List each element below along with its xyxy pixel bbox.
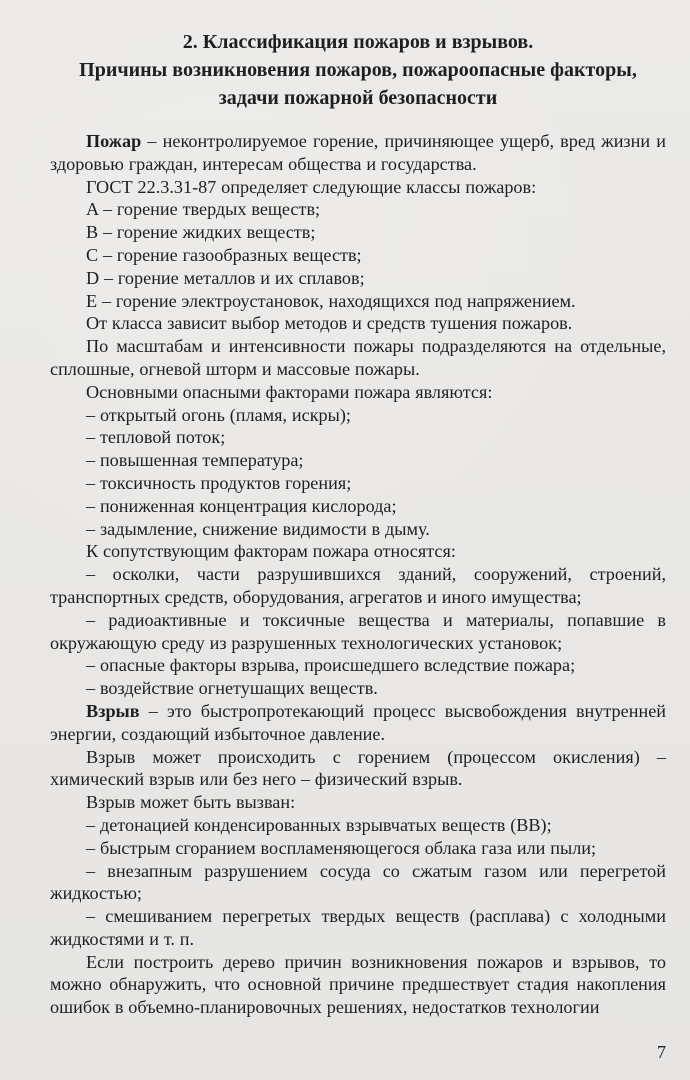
list-item: A – горение твердых веществ; [86, 199, 321, 220]
list-item: – тепловой поток; [86, 427, 226, 448]
term-fire: Пожар [86, 131, 142, 151]
term-explosion: Взрыв [86, 700, 140, 721]
title-line-2: Причины возникновения пожаров, пожароопасные факторы, [79, 59, 637, 81]
paragraph: Взрыв может быть вызван: [86, 792, 296, 813]
paragraph: ГОСТ 22.3.31-87 определяет следующие классы пожаров: [86, 176, 537, 197]
list-item: – токсичность продуктов горения; [86, 472, 352, 493]
title-line-3: задачи пожарной безопасности [218, 87, 498, 109]
paragraph: От класса зависит выбор методов и средств тушения пожаров. [86, 313, 573, 334]
paragraph-text: – это быстропротекающий процесс высвобождения внутренней энергии, создающий избыточное давление. [50, 700, 666, 744]
list-item: – смешиванием перегретых твердых веществ (расплава) с холодными жидкостями и т. п. [50, 906, 666, 949]
list-item: – радиоактивные и токсичные вещества и материалы, попавшие в окружающую среду из разрушенных технологических установок; [50, 609, 666, 653]
page-number: 7 [657, 1042, 666, 1062]
paragraph-explosion-definition [50, 700, 666, 746]
list-item: – детонацией конденсированных взрывчатых веществ (ВВ); [86, 814, 552, 835]
list-item: – быстрым сгоранием воспламеняющегося облака газа или пыли; [86, 837, 597, 858]
list-item: C – горение газообразных веществ; [86, 244, 362, 265]
paragraph: Если построить дерево причин возникновения пожаров и взрывов, то можно обнаружить, что основной причине предшествует стадия накопления ошибок в объемно-планировочных решениях, недостатков технологии [50, 951, 666, 1018]
list-item: – внезапным разрушением сосуда со сжатым газом или перегретой жидкостью; [50, 860, 666, 904]
list-item: – воздействие огнетушащих веществ. [86, 678, 378, 699]
paragraph: К сопутствующим факторам пожара относятся: [86, 541, 456, 562]
paragraph-fire-definition [50, 130, 666, 176]
section-title [50, 28, 666, 112]
list-item: – задымление, снижение видимости в дыму. [86, 518, 430, 539]
list-item: – осколки, части разрушившихся зданий, сооружений, строений, транспортных средств, оборудования, агрегатов и иного имущества; [50, 564, 666, 607]
list-item: – опасные факторы взрыва, происшедшего вследствие пожара; [86, 655, 576, 676]
list-item: – пониженная концентрация кислорода; [86, 495, 397, 516]
paragraph-text: – неконтролируемое горение, причиняющее ущерб, вред жизни и здоровью граждан, интересам общества и государства. [50, 131, 666, 174]
list-item: D – горение металлов и их сплавов; [86, 267, 365, 288]
title-line-1: 2. Классификация пожаров и взрывов. [182, 31, 534, 53]
list-item: E – горение электроустановок, находящихся под напряжением. [86, 290, 576, 311]
paragraph: Взрыв может происходить с горением (процессом окисления) – химический взрыв или без него – физический взрыв. [50, 746, 666, 790]
document-body [50, 130, 666, 1019]
list-item: B – горение жидких веществ; [86, 222, 316, 243]
list-item: – открытый огонь (пламя, искры); [86, 404, 351, 425]
list-item: – повышенная температура; [86, 450, 304, 471]
paragraph: Основными опасными факторами пожара являются: [86, 381, 493, 402]
paragraph: По масштабам и интенсивности пожары подразделяются на отдельные, сплошные, огневой шторм и массовые пожары. [50, 336, 666, 379]
